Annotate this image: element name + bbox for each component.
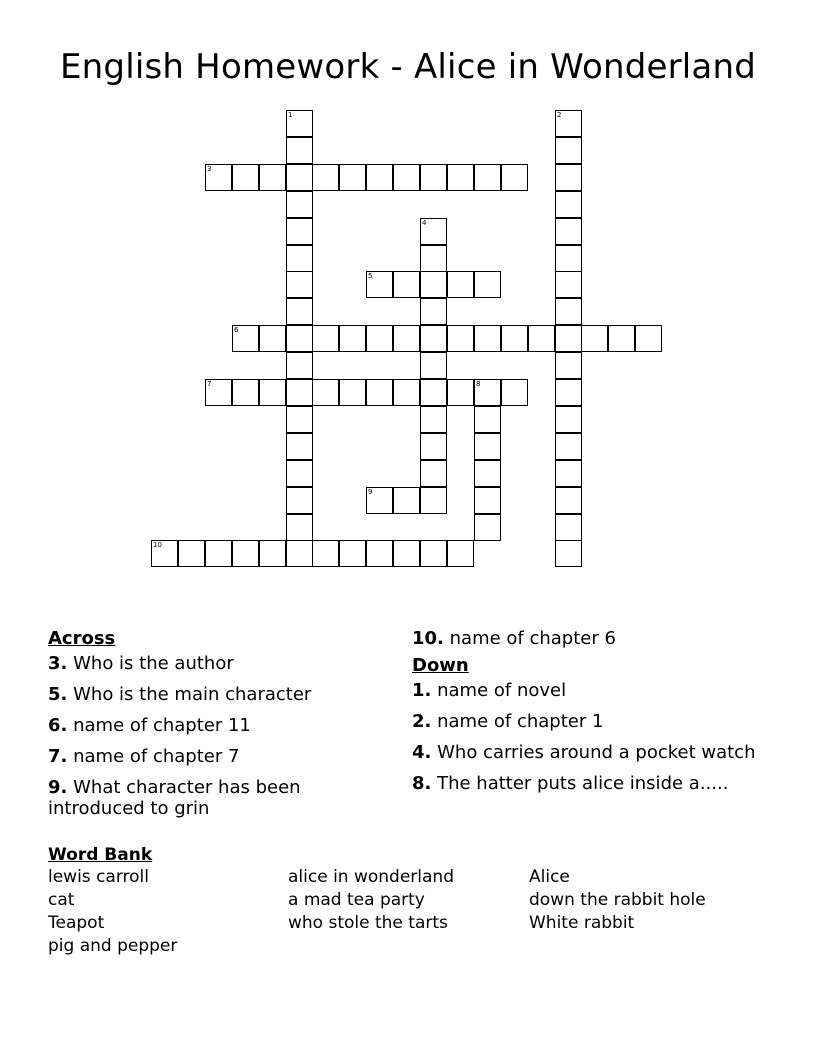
crossword-cell[interactable]: [393, 379, 420, 406]
crossword-cell[interactable]: [555, 540, 582, 567]
word-bank-heading: Word Bank: [48, 845, 153, 865]
crossword-cell[interactable]: [420, 218, 447, 245]
clue-down-1: [412, 680, 772, 701]
crossword-cell[interactable]: [312, 164, 339, 191]
word-bank-item: down the rabbit hole: [529, 890, 706, 910]
crossword-cell[interactable]: [286, 164, 313, 191]
clue-across-7: [48, 746, 378, 767]
crossword-cell[interactable]: [447, 271, 474, 298]
crossword-cell[interactable]: [420, 379, 447, 406]
crossword-cell[interactable]: [205, 164, 232, 191]
crossword-cell[interactable]: [474, 406, 501, 433]
crossword-cell[interactable]: [555, 325, 582, 352]
crossword-cell[interactable]: [393, 487, 420, 514]
crossword-cell[interactable]: [555, 487, 582, 514]
clue-down-8: [412, 773, 772, 794]
crossword-cell[interactable]: [474, 460, 501, 487]
page-title: English Homework - Alice in Wonderland: [60, 47, 756, 87]
clue-number: 6.: [48, 715, 68, 736]
crossword-cell[interactable]: [555, 406, 582, 433]
clue-across-3: [48, 653, 378, 674]
crossword-cell[interactable]: [555, 218, 582, 245]
clue-down-4: [412, 742, 772, 763]
crossword-cell[interactable]: [474, 379, 501, 406]
crossword-cell[interactable]: [474, 164, 501, 191]
clue-text: Who carries around a pocket watch: [437, 742, 756, 763]
word-bank-item: Teapot: [48, 913, 105, 933]
clue-text: Who is the author: [73, 653, 234, 674]
crossword-cell[interactable]: [232, 540, 259, 567]
crossword-cell[interactable]: [286, 325, 313, 352]
crossword-cell[interactable]: [447, 540, 474, 567]
cell-number: 5: [368, 272, 373, 280]
word-bank-item: pig and pepper: [48, 936, 178, 956]
cell-number: 4: [422, 219, 427, 227]
clue-number: 3.: [48, 653, 68, 674]
crossword-cell[interactable]: [286, 271, 313, 298]
crossword-cell[interactable]: [420, 325, 447, 352]
word-bank-list: [48, 866, 768, 957]
cell-number: 7: [207, 380, 212, 388]
crossword-cell[interactable]: [420, 271, 447, 298]
clue-across-10: [412, 628, 772, 649]
crossword-cell[interactable]: [393, 271, 420, 298]
crossword-cell[interactable]: [286, 298, 313, 325]
word-bank-item: alice in wonderland: [288, 867, 454, 887]
crossword-cell[interactable]: [259, 325, 286, 352]
crossword-cell[interactable]: [286, 514, 313, 541]
clue-text: The hatter puts alice inside a.....: [437, 773, 729, 794]
word-bank-item: Alice: [529, 867, 570, 887]
clue-text: Who is the main character: [73, 684, 312, 705]
crossword-cell[interactable]: [474, 514, 501, 541]
crossword-cell[interactable]: [555, 298, 582, 325]
cell-number: 1: [288, 111, 293, 119]
crossword-cell[interactable]: [339, 164, 366, 191]
crossword-cell[interactable]: [286, 191, 313, 218]
crossword-cell[interactable]: [420, 487, 447, 514]
cell-number: 10: [153, 541, 162, 549]
clue-text: name of novel: [437, 680, 567, 701]
cell-number: 8: [476, 380, 481, 388]
crossword-cell[interactable]: [366, 271, 393, 298]
crossword-cell[interactable]: [366, 487, 393, 514]
crossword-cell[interactable]: [339, 540, 366, 567]
crossword-cell[interactable]: [286, 460, 313, 487]
crossword-cell[interactable]: [286, 379, 313, 406]
crossword-cell[interactable]: [555, 245, 582, 272]
crossword-cell[interactable]: [286, 218, 313, 245]
crossword-cell[interactable]: [286, 487, 313, 514]
crossword-cell[interactable]: [555, 433, 582, 460]
word-bank-item: White rabbit: [529, 913, 635, 933]
crossword-cell[interactable]: [555, 460, 582, 487]
word-bank-item: a mad tea party: [288, 890, 425, 910]
crossword-cell[interactable]: [420, 460, 447, 487]
clue-across-9: [48, 777, 378, 819]
crossword-cell[interactable]: [312, 325, 339, 352]
crossword-cell[interactable]: [635, 325, 662, 352]
crossword-cell[interactable]: [339, 325, 366, 352]
crossword-cell[interactable]: [286, 406, 313, 433]
crossword-cell[interactable]: [286, 137, 313, 164]
crossword-cell[interactable]: [555, 271, 582, 298]
crossword-cell[interactable]: [555, 164, 582, 191]
crossword-cell[interactable]: [232, 325, 259, 352]
crossword-cell[interactable]: [232, 164, 259, 191]
crossword-cell[interactable]: [420, 352, 447, 379]
clue-text: What character has been introduced to grin: [48, 777, 301, 819]
crossword-cell[interactable]: [366, 540, 393, 567]
crossword-cell[interactable]: [259, 379, 286, 406]
clues-left-column: [48, 628, 378, 829]
cell-number: 2: [557, 111, 562, 119]
crossword-cell[interactable]: [393, 164, 420, 191]
crossword-cell[interactable]: [420, 540, 447, 567]
clue-number: 5.: [48, 684, 68, 705]
cell-number: 9: [368, 488, 373, 496]
crossword-cell[interactable]: [420, 164, 447, 191]
crossword-cell[interactable]: [501, 325, 528, 352]
crossword-cell[interactable]: [474, 487, 501, 514]
crossword-cell[interactable]: [420, 245, 447, 272]
clue-text: name of chapter 6: [449, 628, 616, 649]
crossword-cell[interactable]: [366, 164, 393, 191]
crossword-cell[interactable]: [528, 325, 555, 352]
clue-number: 1.: [412, 680, 432, 701]
crossword-cell[interactable]: [339, 379, 366, 406]
crossword-cell[interactable]: [366, 325, 393, 352]
word-bank: [48, 844, 768, 957]
crossword-cell[interactable]: [555, 110, 582, 137]
crossword-cell[interactable]: [366, 379, 393, 406]
crossword-cell[interactable]: [555, 379, 582, 406]
word-bank-item: lewis carroll: [48, 867, 149, 887]
clue-number: 4.: [412, 742, 432, 763]
crossword-cell[interactable]: [555, 352, 582, 379]
crossword-cell[interactable]: [608, 325, 635, 352]
crossword-cell[interactable]: [232, 379, 259, 406]
crossword-cell[interactable]: [420, 406, 447, 433]
crossword-cell[interactable]: [286, 433, 313, 460]
crossword-cell[interactable]: [205, 540, 232, 567]
clue-number: 7.: [48, 746, 68, 767]
crossword-cell[interactable]: [178, 540, 205, 567]
clue-number: 8.: [412, 773, 432, 794]
crossword-cell[interactable]: [205, 379, 232, 406]
word-bank-item: who stole the tarts: [288, 913, 448, 933]
clue-number: 10.: [412, 628, 444, 649]
crossword-cell[interactable]: [501, 164, 528, 191]
clues-right-column: [412, 628, 772, 804]
crossword-cell[interactable]: [286, 110, 313, 137]
clue-number: 2.: [412, 711, 432, 732]
crossword-cell[interactable]: [286, 352, 313, 379]
crossword-cell[interactable]: [312, 540, 339, 567]
crossword-cell[interactable]: [393, 540, 420, 567]
crossword-cell[interactable]: [555, 514, 582, 541]
clue-across-5: [48, 684, 378, 705]
clue-text: name of chapter 1: [437, 711, 604, 732]
crossword-cell[interactable]: [420, 298, 447, 325]
cell-number: 6: [234, 326, 239, 334]
crossword-cell[interactable]: [501, 379, 528, 406]
crossword-cell[interactable]: [474, 433, 501, 460]
cell-number: 3: [207, 165, 212, 173]
clue-text: name of chapter 11: [73, 715, 251, 736]
crossword-cell[interactable]: [447, 164, 474, 191]
crossword-cell[interactable]: [286, 245, 313, 272]
crossword-cell[interactable]: [259, 164, 286, 191]
clue-across-6: [48, 715, 378, 736]
word-bank-item: cat: [48, 890, 75, 910]
crossword-cell[interactable]: [312, 379, 339, 406]
crossword-cell[interactable]: [393, 325, 420, 352]
crossword-cell[interactable]: [286, 540, 313, 567]
crossword-cell[interactable]: [474, 325, 501, 352]
crossword-cell[interactable]: [447, 325, 474, 352]
crossword-cell[interactable]: [555, 191, 582, 218]
across-heading: Across: [48, 628, 116, 649]
clue-text: name of chapter 7: [73, 746, 240, 767]
crossword-cell[interactable]: [259, 540, 286, 567]
crossword-cell[interactable]: [581, 325, 608, 352]
clue-down-2: [412, 711, 772, 732]
crossword-cell[interactable]: [555, 137, 582, 164]
crossword-cell[interactable]: [151, 540, 178, 567]
crossword-cell[interactable]: [420, 433, 447, 460]
crossword-cell[interactable]: [474, 271, 501, 298]
crossword-cell[interactable]: [447, 379, 474, 406]
clue-number: 9.: [48, 777, 68, 798]
down-heading: Down: [412, 655, 469, 676]
